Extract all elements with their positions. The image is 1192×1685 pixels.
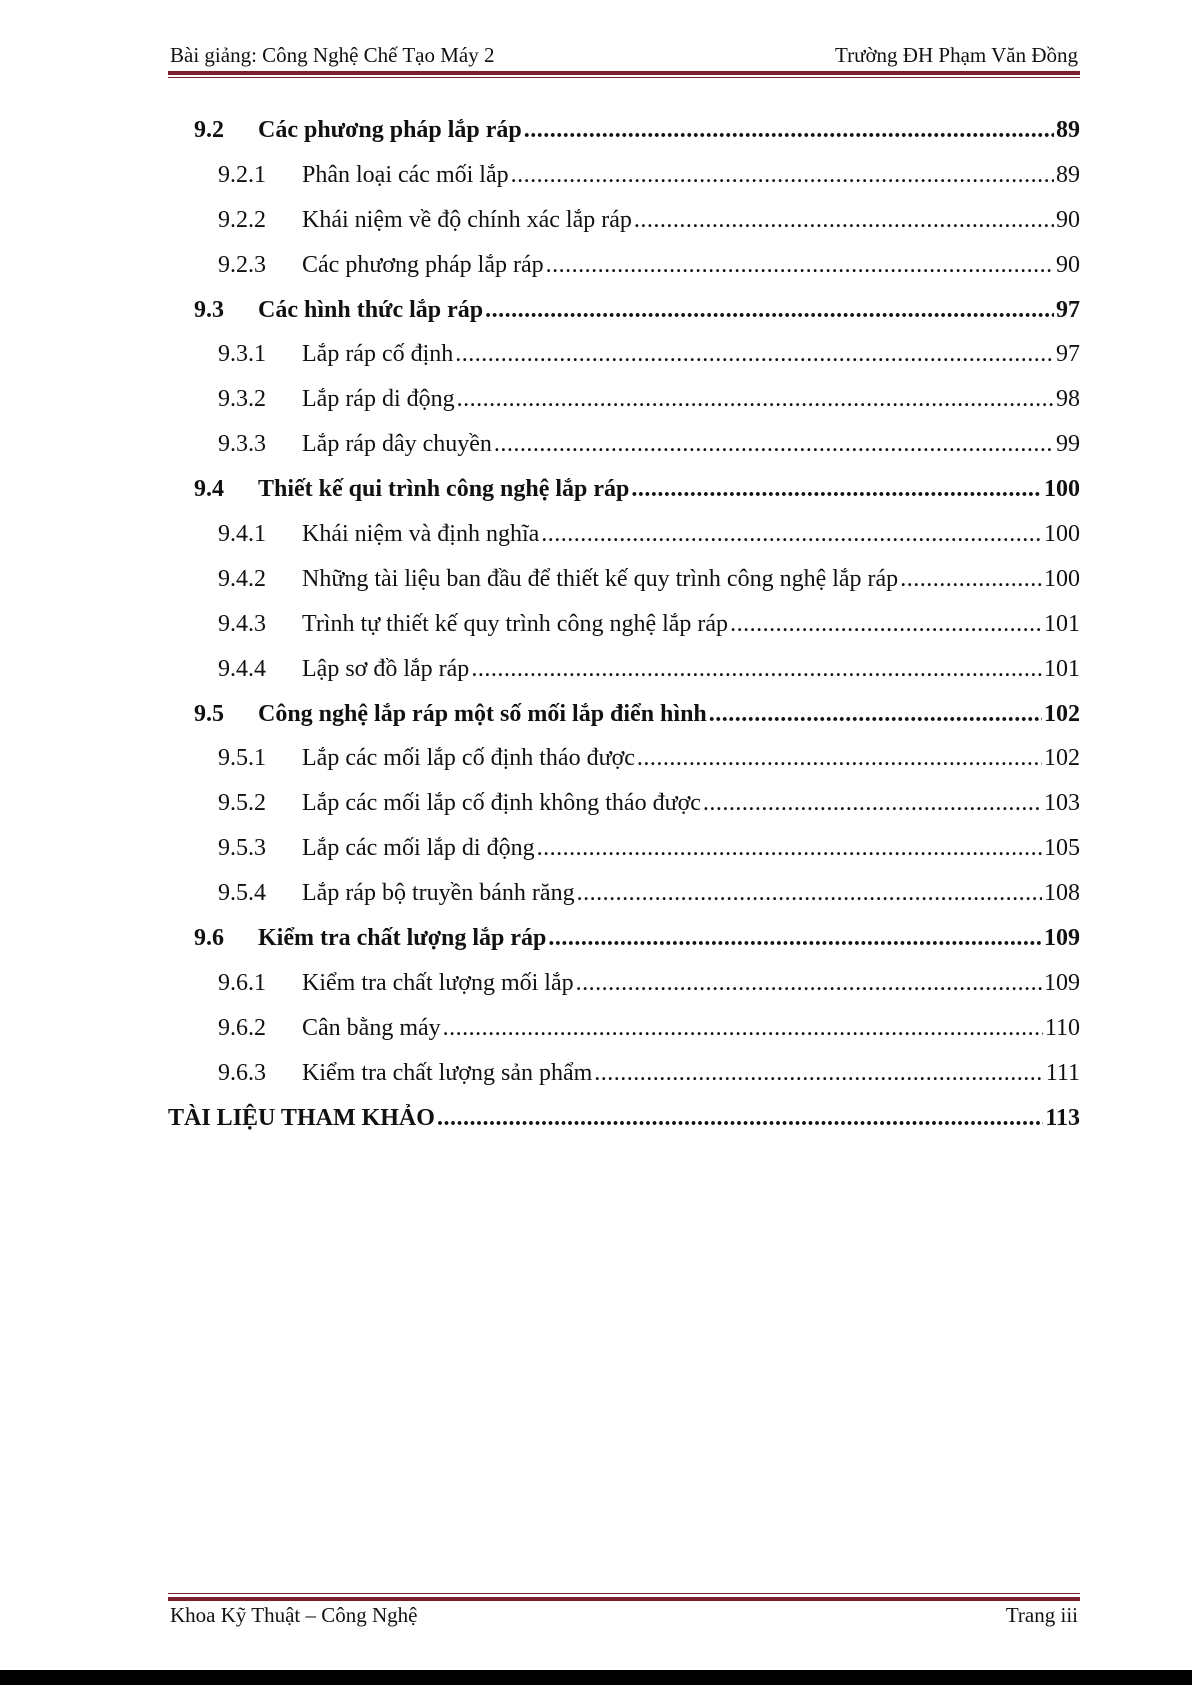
toc-dot-leader [631, 476, 1042, 503]
toc-entry-page: 97 [1056, 341, 1080, 368]
toc-entry-page: 98 [1056, 386, 1080, 413]
toc-entry-page: 97 [1056, 296, 1080, 323]
toc-entry-page: 108 [1044, 880, 1080, 907]
toc-entry-page: 109 [1044, 969, 1080, 996]
toc-dot-leader [576, 970, 1042, 997]
toc-dot-leader [709, 701, 1042, 728]
toc-entry[interactable] [168, 557, 1080, 602]
header-rule-thick [168, 71, 1080, 75]
toc-entry[interactable] [168, 781, 1080, 826]
toc-entry-page: 110 [1044, 1014, 1080, 1041]
toc-entry-title: Lắp các mối lắp cố định tháo được [302, 745, 635, 772]
toc-entry-number: 9.5.3 [218, 835, 266, 862]
toc-entry-number: 9.4 [194, 476, 224, 503]
toc-entry-title: Các phương pháp lắp ráp [302, 251, 544, 278]
toc-entry-number: 9.4.1 [218, 520, 266, 547]
toc-entry-page: 109 [1044, 924, 1080, 951]
toc-entry-number: 9.5.2 [218, 790, 266, 817]
toc-entry-page: 101 [1044, 655, 1080, 682]
toc-entry[interactable] [168, 377, 1080, 422]
toc-entry-number: 9.6.3 [218, 1059, 266, 1086]
header-course-title: Bài giảng: Công Nghệ Chế Tạo Máy 2 [170, 43, 495, 67]
toc-entry-page: 99 [1056, 431, 1080, 458]
header-university: Trường ĐH Phạm Văn Đồng [834, 43, 1078, 67]
toc-dot-leader [577, 880, 1042, 907]
toc-dot-leader [524, 117, 1054, 144]
page-footer [168, 1600, 1080, 1630]
toc-entry-title: Cân bằng máy [302, 1014, 441, 1041]
toc-entry[interactable] [168, 1096, 1080, 1141]
toc-entry-number: 9.4.4 [218, 655, 266, 682]
toc-entry-number: 9.6.2 [218, 1014, 266, 1041]
toc-dot-leader [471, 656, 1042, 683]
toc-entry-title: Khái niệm và định nghĩa [302, 520, 540, 547]
toc-entry-number: 9.2.1 [218, 161, 266, 188]
toc-entry-number: 9.2.3 [218, 251, 266, 278]
toc-entry[interactable] [168, 692, 1080, 737]
toc-entry-title: Lắp ráp bộ truyền bánh răng [302, 880, 575, 907]
toc-entry-title: Những tài liệu ban đầu để thiết kế quy trình công nghệ lắp ráp [302, 565, 899, 592]
toc-entry[interactable] [168, 422, 1080, 467]
bottom-border-band [0, 1670, 1192, 1685]
toc-entry-page: 105 [1044, 835, 1080, 862]
toc-entry-title: Lắp ráp di động [302, 386, 455, 413]
toc-entry-number: 9.5.1 [218, 745, 266, 772]
toc-entry[interactable] [168, 332, 1080, 377]
toc-dot-leader [634, 207, 1054, 234]
toc-entry-page: 100 [1044, 520, 1080, 547]
toc-entry-page: 111 [1045, 1059, 1080, 1086]
toc-dot-leader [537, 835, 1042, 862]
toc-entry-title: Các phương pháp lắp ráp [258, 116, 522, 143]
table-of-contents [168, 108, 1080, 1140]
toc-entry-title: Phân loại các mối lắp [302, 161, 509, 188]
toc-entry-page: 113 [1045, 1104, 1080, 1131]
footer-rule-thin [168, 1593, 1080, 1594]
toc-entry-number: 9.2 [194, 116, 224, 143]
toc-entry-number: 9.5.4 [218, 880, 266, 907]
toc-entry-number: 9.6 [194, 924, 224, 951]
toc-entry[interactable] [168, 108, 1080, 153]
toc-entry-title: Lắp các mối lắp di động [302, 835, 535, 862]
toc-entry-title: Thiết kế qui trình công nghệ lắp ráp [258, 476, 630, 503]
toc-dot-leader [494, 431, 1054, 458]
toc-dot-leader [703, 790, 1042, 817]
toc-entry[interactable] [168, 1051, 1080, 1096]
toc-dot-leader [730, 611, 1042, 638]
toc-dot-leader [511, 162, 1054, 189]
toc-entry-number: 9.3.1 [218, 341, 266, 368]
toc-entry-title: Khái niệm về độ chính xác lắp ráp [302, 206, 632, 233]
toc-entry-page: 102 [1044, 700, 1080, 727]
toc-entry-title: Kiểm tra chất lượng lắp ráp [258, 924, 547, 951]
toc-entry-page: 90 [1056, 251, 1080, 278]
toc-entry-number: 9.4.3 [218, 610, 266, 637]
toc-entry-page: 102 [1044, 745, 1080, 772]
toc-dot-leader [455, 341, 1054, 368]
toc-entry-page: 89 [1056, 161, 1080, 188]
toc-entry-title: Kiểm tra chất lượng sản phẩm [302, 1059, 593, 1086]
toc-dot-leader [594, 1060, 1043, 1087]
toc-entry[interactable] [168, 1006, 1080, 1051]
toc-entry-page: 101 [1044, 610, 1080, 637]
toc-entry-page: 100 [1044, 565, 1080, 592]
toc-entry-page: 100 [1044, 476, 1080, 503]
toc-dot-leader [548, 925, 1042, 952]
toc-entry-title: Trình tự thiết kế quy trình công nghệ lắp ráp [302, 610, 729, 637]
toc-entry-title: Lắp ráp cố định [302, 341, 454, 368]
toc-entry-number: 9.2.2 [218, 206, 266, 233]
footer-page-number: Trang iii [1005, 1603, 1078, 1627]
toc-entry-title: Công nghệ lắp ráp một số mối lắp điển hình [258, 700, 707, 727]
toc-entry-title: Lập sơ đồ lắp ráp [302, 655, 470, 682]
toc-dot-leader [900, 566, 1042, 593]
toc-entry-number: 9.3.3 [218, 431, 266, 458]
footer-faculty: Khoa Kỹ Thuật – Công Nghệ [170, 1603, 418, 1627]
toc-entry[interactable] [168, 243, 1080, 288]
toc-entry[interactable] [168, 871, 1080, 916]
toc-entry[interactable] [168, 288, 1080, 333]
toc-dot-leader [443, 1015, 1043, 1042]
toc-entry-number: 9.6.1 [218, 969, 266, 996]
toc-entry[interactable] [168, 467, 1080, 512]
toc-entry-title: Kiểm tra chất lượng mối lắp [302, 969, 574, 996]
toc-entry-title: TÀI LIỆU THAM KHẢO [168, 1104, 435, 1131]
toc-dot-leader [457, 386, 1054, 413]
toc-entry-page: 103 [1044, 790, 1080, 817]
page-header [168, 40, 1080, 70]
toc-entry[interactable] [168, 153, 1080, 198]
toc-entry[interactable] [168, 198, 1080, 243]
toc-dot-leader [637, 745, 1042, 772]
toc-dot-leader [546, 252, 1054, 279]
toc-entry-title: Các hình thức lắp ráp [258, 296, 484, 323]
toc-entry[interactable] [168, 512, 1080, 557]
toc-dot-leader [437, 1105, 1043, 1132]
toc-entry-page: 90 [1056, 206, 1080, 233]
toc-dot-leader [541, 521, 1042, 548]
toc-entry-number: 9.4.2 [218, 565, 266, 592]
toc-entry[interactable] [168, 736, 1080, 781]
toc-entry[interactable] [168, 961, 1080, 1006]
toc-entry-number: 9.3.2 [218, 386, 266, 413]
toc-entry[interactable] [168, 916, 1080, 961]
toc-entry-number: 9.3 [194, 296, 224, 323]
toc-entry-title: Lắp các mối lắp cố định không tháo được [302, 790, 701, 817]
header-rule-thin [168, 77, 1080, 78]
toc-entry[interactable] [168, 826, 1080, 871]
toc-entry[interactable] [168, 602, 1080, 647]
toc-entry-number: 9.5 [194, 700, 224, 727]
toc-dot-leader [485, 297, 1054, 324]
toc-entry-title: Lắp ráp dây chuyền [302, 431, 492, 458]
toc-entry[interactable] [168, 647, 1080, 692]
toc-entry-page: 89 [1056, 116, 1080, 143]
